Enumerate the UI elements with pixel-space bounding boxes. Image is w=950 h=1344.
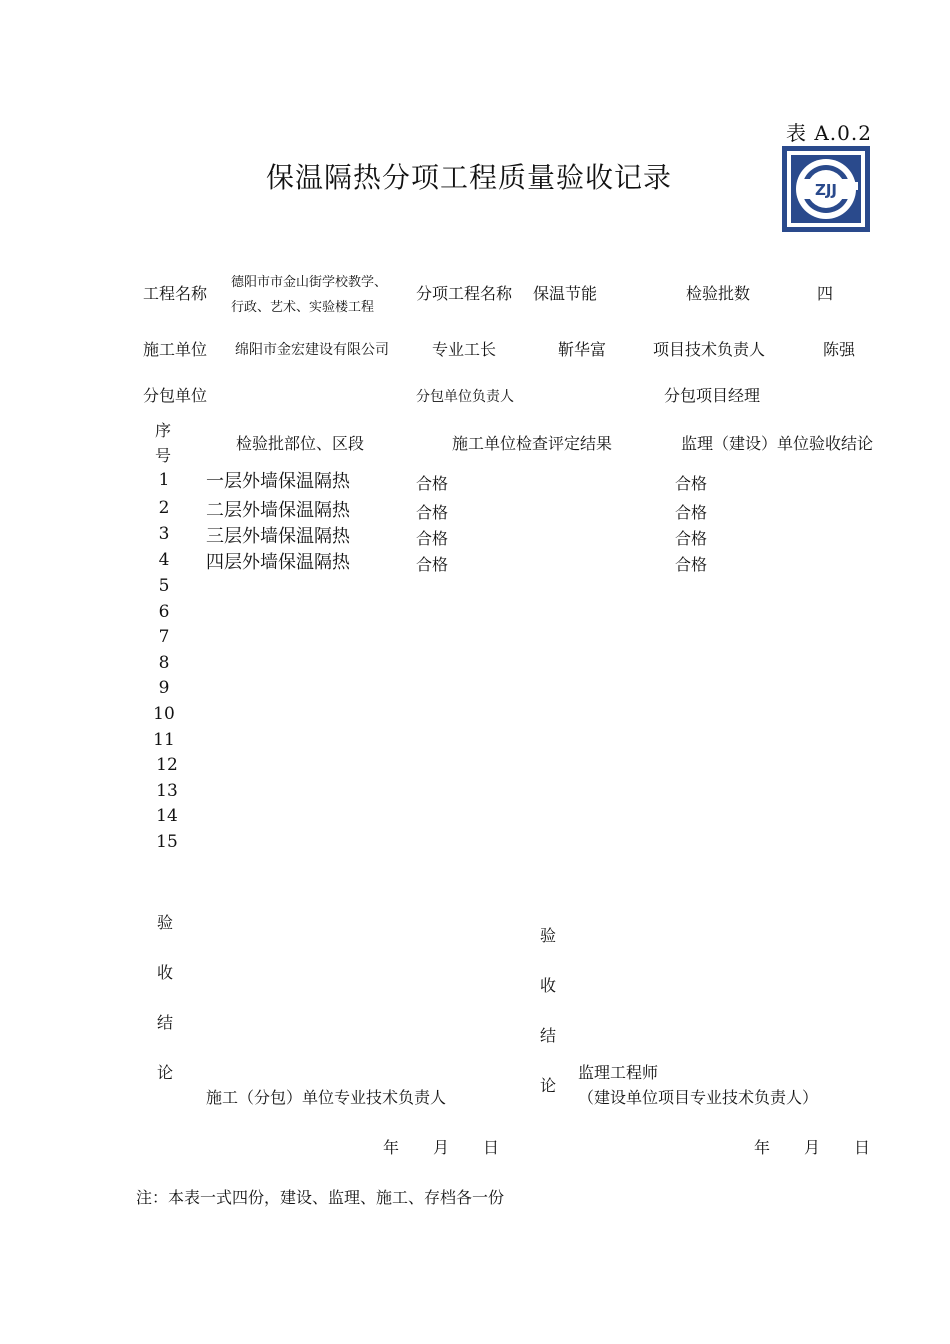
page-title: 保温隔热分项工程质量验收记录 bbox=[266, 161, 673, 194]
project-name-value-line2: 行政、艺术、实验楼工程 bbox=[231, 300, 375, 315]
row-number: 11 bbox=[153, 730, 175, 750]
left-date-year: 年 bbox=[383, 1138, 400, 1157]
row-number: 15 bbox=[156, 832, 178, 852]
project-name-value-line1: 德阳市市金山街学校教学、 bbox=[231, 275, 388, 290]
supervisor-signer-sublabel: （建设单位项目专业技术负责人） bbox=[578, 1088, 819, 1107]
tech-lead-label: 项目技术负责人 bbox=[653, 340, 766, 359]
row-number: 7 bbox=[158, 627, 170, 647]
row-number: 12 bbox=[156, 755, 178, 775]
batch-count-label: 检验批数 bbox=[686, 284, 751, 303]
row-number: 13 bbox=[156, 781, 178, 801]
row-number: 1 bbox=[158, 470, 170, 490]
seq-header-line2: 号 bbox=[155, 446, 172, 465]
seq-header-line1: 序 bbox=[155, 421, 172, 440]
row-number: 6 bbox=[158, 602, 170, 622]
right-date-year: 年 bbox=[754, 1138, 771, 1157]
conclusion-right-char: 收 bbox=[540, 976, 557, 995]
company-logo-icon bbox=[782, 146, 870, 232]
form-code: 表 A.0.2 bbox=[786, 121, 872, 145]
row-contractor-result: 合格 bbox=[416, 555, 449, 574]
conclusion-right-char: 论 bbox=[540, 1076, 557, 1095]
conclusion-left-char: 论 bbox=[157, 1063, 174, 1082]
conclusion-left-char: 收 bbox=[157, 963, 174, 982]
sub-manager-label: 分包项目经理 bbox=[664, 386, 761, 405]
foreman-value: 靳华富 bbox=[558, 340, 607, 359]
batch-count-value: 四 bbox=[817, 284, 834, 303]
contractor-result-header: 施工单位检查评定结果 bbox=[452, 434, 613, 453]
row-supervisor-result: 合格 bbox=[675, 555, 708, 574]
row-contractor-result: 合格 bbox=[416, 474, 449, 493]
row-location: 三层外墙保温隔热 bbox=[206, 526, 350, 547]
supervisor-result-header: 监理（建设）单位验收结论 bbox=[681, 434, 874, 453]
row-supervisor-result: 合格 bbox=[675, 529, 708, 548]
row-location: 二层外墙保温隔热 bbox=[206, 500, 350, 521]
conclusion-right-char: 结 bbox=[540, 1026, 557, 1045]
subcontractor-label: 分包单位 bbox=[143, 386, 208, 405]
row-number: 5 bbox=[158, 576, 170, 596]
row-supervisor-result: 合格 bbox=[675, 503, 708, 522]
tech-lead-value: 陈强 bbox=[823, 340, 856, 359]
subitem-value: 保温节能 bbox=[533, 284, 598, 303]
row-number: 2 bbox=[158, 498, 170, 518]
row-location: 一层外墙保温隔热 bbox=[206, 471, 350, 492]
row-number: 4 bbox=[158, 550, 170, 570]
row-number: 9 bbox=[158, 678, 170, 698]
contractor-label: 施工单位 bbox=[143, 340, 208, 359]
row-number: 10 bbox=[153, 704, 175, 724]
row-number: 14 bbox=[156, 806, 178, 826]
row-number: 8 bbox=[158, 653, 170, 673]
row-location: 四层外墙保温隔热 bbox=[206, 552, 350, 573]
supervisor-signer-label: 监理工程师 bbox=[578, 1063, 659, 1082]
location-header: 检验批部位、区段 bbox=[236, 434, 365, 453]
subitem-label: 分项工程名称 bbox=[416, 284, 513, 303]
conclusion-left-char: 验 bbox=[157, 913, 174, 932]
row-contractor-result: 合格 bbox=[416, 529, 449, 548]
sub-lead-label: 分包单位负责人 bbox=[416, 389, 514, 405]
right-date-month: 月 bbox=[804, 1138, 821, 1157]
right-date-day: 日 bbox=[854, 1138, 871, 1157]
contractor-value: 绵阳市金宏建设有限公司 bbox=[235, 342, 389, 358]
foreman-label: 专业工长 bbox=[432, 340, 497, 359]
footnote: 注：本表一式四份，建设、监理、施工、存档各一份 bbox=[136, 1188, 505, 1207]
left-date-day: 日 bbox=[483, 1138, 500, 1157]
svg-text:ZJJ: ZJJ bbox=[814, 181, 838, 199]
contractor-signer-label: 施工（分包）单位专业技术负责人 bbox=[206, 1088, 447, 1107]
row-contractor-result: 合格 bbox=[416, 503, 449, 522]
conclusion-left-char: 结 bbox=[157, 1013, 174, 1032]
left-date-month: 月 bbox=[433, 1138, 450, 1157]
project-name-label: 工程名称 bbox=[143, 284, 208, 303]
conclusion-right-char: 验 bbox=[540, 926, 557, 945]
row-supervisor-result: 合格 bbox=[675, 474, 708, 493]
row-number: 3 bbox=[158, 524, 170, 544]
